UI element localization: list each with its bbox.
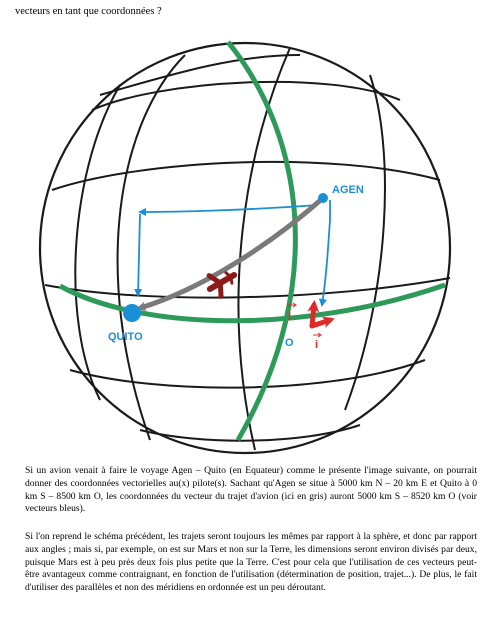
prime-meridian-line	[228, 42, 295, 440]
meridian-line	[100, 55, 300, 95]
meridians-group	[75, 48, 385, 450]
unit-j-label: j	[288, 309, 292, 321]
blue-vector-west-top	[140, 205, 318, 212]
question-tail-text: vecteurs en tant que coordonnées ?	[15, 6, 162, 17]
parallel-line	[70, 360, 425, 388]
agen-label: AGEN	[332, 184, 364, 196]
blue-vector-down-left	[138, 214, 140, 295]
quito-marker	[123, 304, 141, 322]
parallel-line	[52, 162, 440, 190]
paragraph-mars-comparison: Si l'on reprend le schéma précédent, les trajets seront toujours les mêmes par rapport à la sphère, et donc par rapport aux angles ; mais si, par exemple, on est sur Mars et non sur la Terre, les dimensions seront environ divisés par deux, puisque Mars est à peu près deux fois plus petite que la Terre. C'est pour cela que l'utilisation de ces vecteurs peut-être avantageux comme contraignant, en fonction de l'utilisation (détermination de position, trajet...). De plus, le fait d'utiliser des parallèles et non des méridiens en ordonnée est un peu déroutant.	[25, 531, 477, 594]
meridian-line	[345, 75, 385, 410]
parallel-line	[92, 82, 400, 110]
parallel-line	[45, 278, 450, 298]
blue-vector-south	[322, 200, 330, 305]
meridian-line	[75, 85, 120, 400]
paragraph-flight-explanation: Si un avion venait à faire le voyage Agen – Quito (en Equateur) comme le présente l'image suivante, on pourrait donner des coordonnées vectorielles au(x) pilote(s). Sachant qu'Agen se situe à 5000 km N – 20 km E et Quito à 0 km S – 8500 km O, les coordonnées du vecteur du trajet d'avion (ici en gris) auront 5000 km S – 8520 km O (voir vecteurs bleus).	[25, 465, 477, 515]
unit-i-label-group	[313, 333, 321, 351]
parallels-group	[45, 82, 450, 441]
origin-label: O	[285, 337, 294, 349]
agen-marker	[318, 193, 328, 203]
quito-label: QUITO	[108, 331, 143, 343]
unit-i-label: i	[315, 339, 319, 351]
